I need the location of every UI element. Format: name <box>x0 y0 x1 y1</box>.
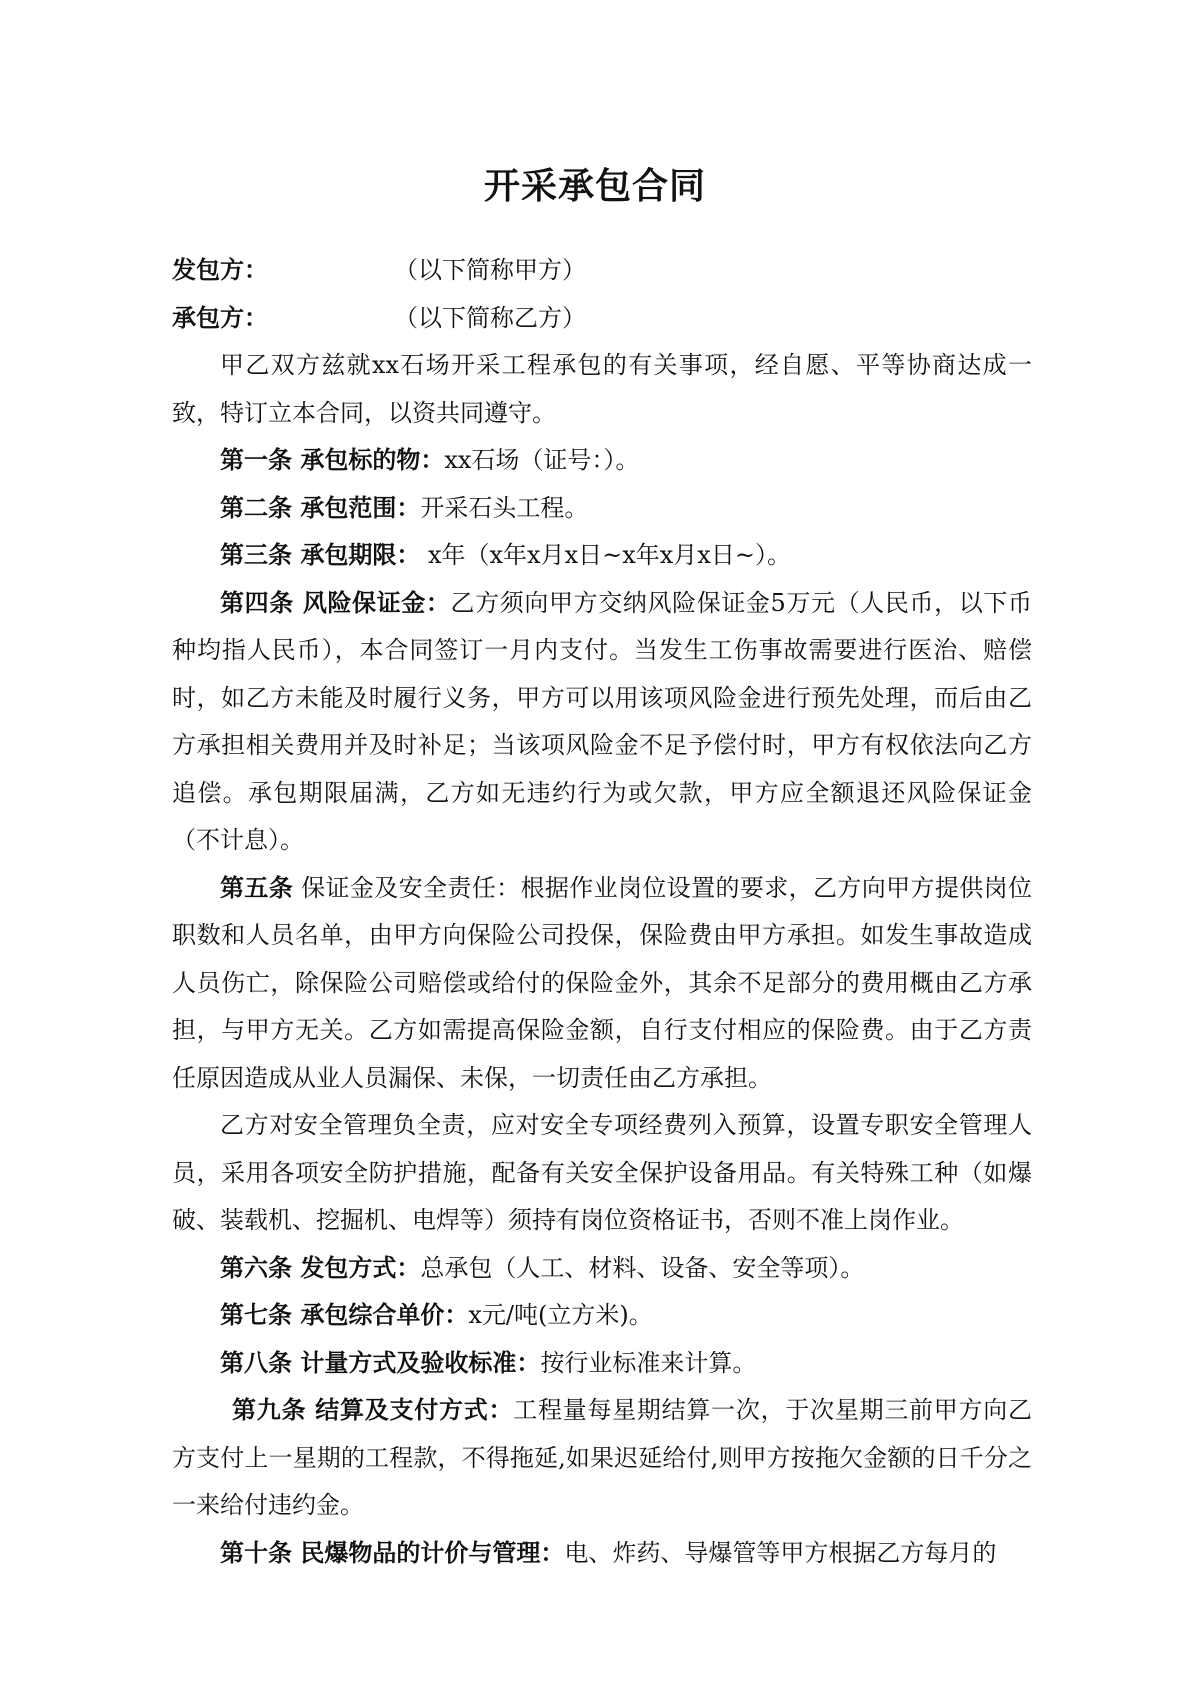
article-4 <box>172 580 1032 865</box>
article-text: x年（x年x月x日~x年x月x日~）。 <box>420 541 791 569</box>
article-text: 总承包（人工、材料、设备、安全等项）。 <box>420 1253 865 1282</box>
party-note: （以下简称甲方） <box>394 256 586 284</box>
article-text: x元/吨(立方米)。 <box>468 1301 653 1329</box>
article-text: 工程量每星期结算一次，于次星期三前甲方向乙方支付上一星期的工程款，不得拖延,如果迟延给付,则甲方按拖欠金额的日千分之一来给付违约金。 <box>172 1396 1033 1519</box>
article-heading: 第三条 承包期限： <box>220 541 421 569</box>
article-1 <box>172 437 1032 485</box>
article-text: 乙方须向甲方交纳风险保证金5万元（人民币，以下币种均指人民币），本合同签订一月内支付。当发生工伤事故需要进行医治、赔偿时，如乙方未能及时履行义务，甲方可以用该项风险金进行预先处理，而后由乙方承担相关费用并及时补足；当该项风险金不足予偿付时，甲方有权依法向乙方追偿。承包期限届满，乙方如无违约行为或欠款，甲方应全额退还风险保证金（不计息）。 <box>172 588 1032 854</box>
document-title: 开采承包合同 <box>483 166 706 207</box>
article-heading: 第一条 承包标的物： <box>220 446 445 474</box>
party-label: 承包方： <box>172 303 268 332</box>
article-heading: 第九条 结算及支付方式： <box>232 1396 514 1424</box>
article-5-continued <box>172 1102 1032 1245</box>
article-heading: 第五条 <box>220 873 294 902</box>
article-8 <box>172 1340 1032 1388</box>
article-text: 按行业标准来计算。 <box>540 1348 757 1377</box>
article-3 <box>172 532 1032 580</box>
article-text: 开采石头工程。 <box>420 493 589 522</box>
article-6 <box>172 1245 1032 1293</box>
article-9 <box>172 1387 1032 1530</box>
party-employer <box>172 247 1032 295</box>
article-text: 保证金及安全责任：根据作业岗位设置的要求，乙方向甲方提供岗位职数和人员名单，由甲方向保险公司投保，保险费由甲方承担。如发生事故造成人员伤亡，除保险公司赔偿或给付的保险金外，其余不足部分的费用概由乙方承担，与甲方无关。乙方如需提高保险金额，自行支付相应的保险费。由于乙方责任原因造成从业人员漏保、未保，一切责任由乙方承担。 <box>172 873 1032 1092</box>
article-text: xx石场（证号：）。 <box>444 446 640 474</box>
intro-paragraph: 甲乙双方兹就xx石场开采工程承包的有关事项，经自愿、平等协商达成一致，特订立本合同，以资共同遵守。 <box>172 351 1032 427</box>
article-heading: 第八条 计量方式及验收标准： <box>220 1348 541 1377</box>
article-heading: 第四条 风险保证金： <box>220 588 451 617</box>
article-heading: 第二条 承包范围： <box>220 493 421 522</box>
article-text: 乙方对安全管理负全责，应对安全专项经费列入预算，设置专职安全管理人员，采用各项安全防护措施，配备有关安全保护设备用品。有关特殊工种（如爆破、装载机、挖掘机、电焊等）须持有岗位资格证书，否则不准上岗作业。 <box>172 1111 1032 1234</box>
party-label: 发包方： <box>172 256 268 284</box>
article-5 <box>172 865 1032 1103</box>
document-body <box>172 247 1032 1577</box>
party-contractor <box>172 295 1032 343</box>
article-7 <box>172 1292 1032 1340</box>
article-heading: 第六条 发包方式： <box>220 1253 421 1282</box>
article-heading: 第七条 承包综合单价： <box>220 1301 469 1329</box>
article-10 <box>172 1530 1032 1578</box>
article-heading: 第十条 民爆物品的计价与管理： <box>220 1538 565 1567</box>
article-2 <box>172 485 1032 533</box>
party-note: （以下简称乙方） <box>394 303 586 332</box>
article-text: 电、炸药、导爆管等甲方根据乙方每月的 <box>564 1538 997 1567</box>
